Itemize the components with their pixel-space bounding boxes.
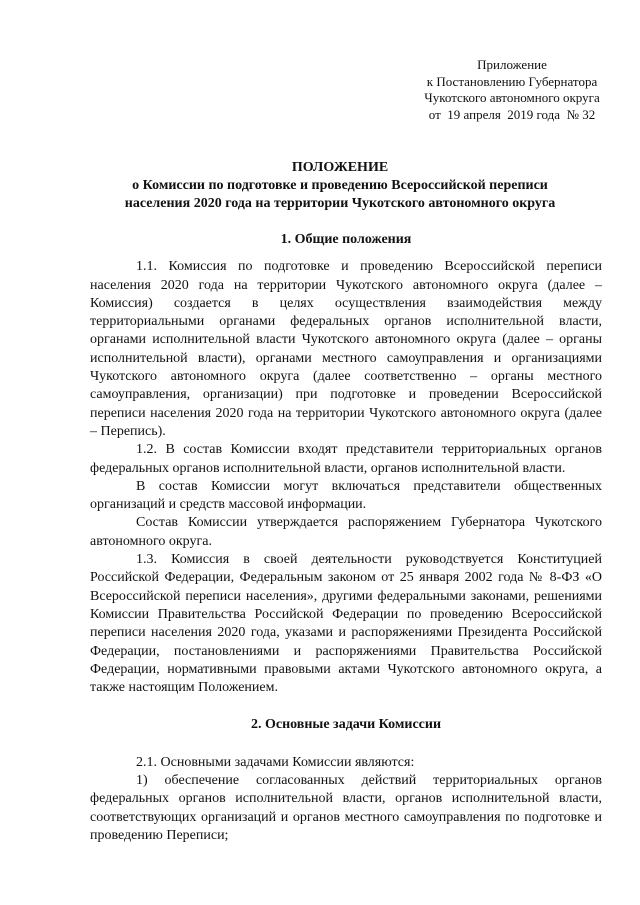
title-line: о Комиссии по подготовке и проведению Всероссийской переписи bbox=[132, 178, 548, 193]
appendix-line: Чукотского автономного округа bbox=[424, 90, 600, 105]
section-heading: 2. Основные задачи Комиссии bbox=[250, 717, 442, 733]
paragraph: 2.1. Основными задачами Комиссии являются: bbox=[136, 754, 415, 770]
paragraph: 1) обеспечение согласованных действий территориальных органов федеральных органов исполнительной власти, органов исполнительной власти, соответствующих организаций и органов местного самоуправления по подготовке и проведению Переписи; bbox=[90, 773, 602, 843]
appendix-line: Приложение bbox=[477, 57, 547, 72]
paragraph: 1.2. В состав Комиссии входят представители территориальных органов федеральных органов исполнительной власти, органов исполнительной власти. bbox=[90, 442, 602, 476]
section-heading: 1. Общие положения bbox=[280, 232, 412, 247]
title-line: ПОЛОЖЕНИЕ bbox=[291, 160, 389, 175]
paragraph: В состав Комиссии могут включаться представители общественных организаций и средств массовой информации. bbox=[90, 478, 602, 513]
appendix-date-number: от 19 апреля 2019 года № 32 bbox=[428, 106, 596, 122]
document-title bbox=[80, 159, 600, 213]
appendix-line: к Постановлению Губернатора bbox=[426, 73, 598, 89]
appendix-header bbox=[412, 57, 612, 123]
paragraph: Состав Комиссии утверждается распоряжением Губернатора Чукотского автономного округа. bbox=[90, 515, 602, 549]
paragraph: 1.3. Комиссия в своей деятельности руководствуется Конституцией Российской Федерации, Федеральным законом от 25 января 2002 года № 8-ФЗ «О Всероссийской переписи населения», другими федеральными законами, решениями Комиссии Правительства Российской Федерации по проведению Всероссийской переписи населения 2020 года, указами и распоряжениями Президента Российской Федерации, постановлениями и распоряжениями Правительства Российской Федерации, нормативными правовыми актами Чукотского автономного округа, а также настоящим Положением. bbox=[90, 552, 602, 696]
document-body bbox=[90, 231, 602, 845]
paragraph: 1.1. Комиссия по подготовке и проведению Всероссийской переписи населения 2020 года на территории Чукотского автономного округа (далее – Комиссия) создается в целях осуществления взаимодействия между территориальными органами федеральных органов исполнительной власти, органами исполнительной власти Чукотского автономного округа (далее – органы исполнительной власти), органами местного самоуправления и организациями Чукотского автономного округа (далее соответственно – органы местного самоуправления, организации) при подготовке и проведении Всероссийской переписи населения 2020 года на территории Чукотского автономного округа (далее – Перепись). bbox=[90, 259, 602, 439]
title-line: населения 2020 года на территории Чукотского автономного округа bbox=[124, 196, 556, 211]
